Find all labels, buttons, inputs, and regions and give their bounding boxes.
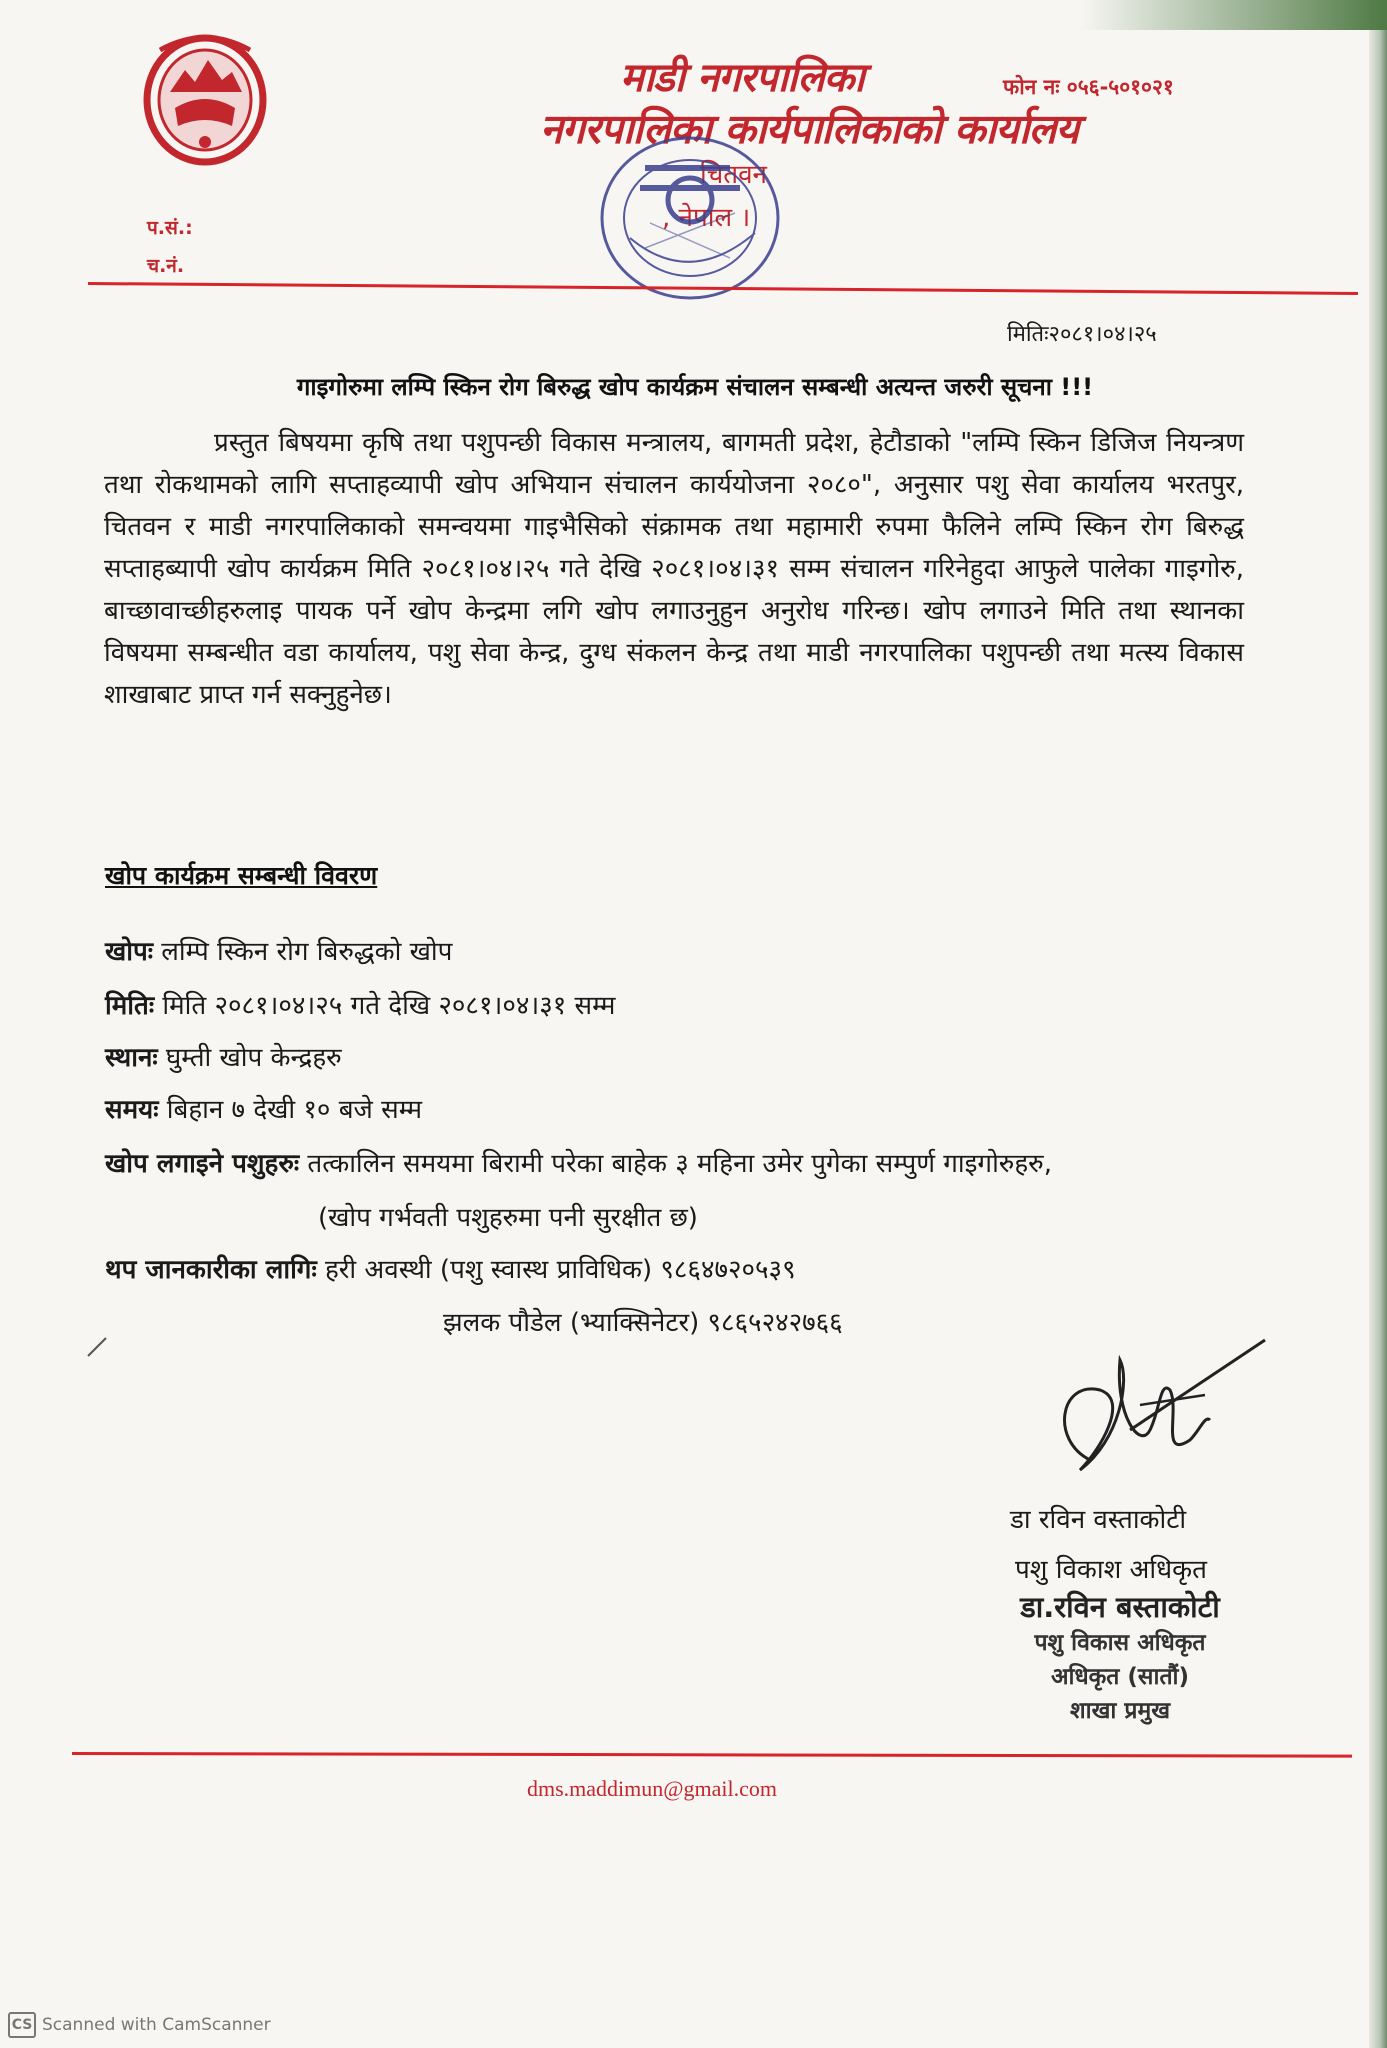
detail-animals-label: खोप लगाइने पशुहरुः: [105, 1149, 300, 1179]
nepal-emblem-icon: [140, 30, 270, 170]
scanner-watermark: [8, 2012, 271, 2038]
seal-rank: अधिकृत (सातौं): [1050, 1664, 1190, 1690]
detail-time-value: बिहान ७ देखी १० बजे सम्म: [158, 1095, 423, 1125]
signature-icon: [1030, 1320, 1270, 1490]
address-line-2: , नेपाल ।: [662, 203, 751, 233]
seal-title: पशु विकास अधिकृत: [1034, 1630, 1206, 1656]
seal-name: डा.रविन बस्ताकोटी: [1020, 1590, 1220, 1624]
letter-date: मितिः२०८१।०४।२५: [1007, 322, 1157, 347]
detail-place-label: स्थानः: [105, 1043, 158, 1073]
office-name: नगरपालिका कार्यपालिकाको कार्यालय: [540, 105, 1079, 153]
detail-contact-label: थप जानकारीका लागिः: [105, 1255, 317, 1285]
detail-vaccine-value: लम्पि स्किन रोग बिरुद्धको खोप: [153, 937, 453, 967]
scanner-text: Scanned with CamScanner: [42, 2015, 271, 2035]
details-heading: खोप कार्यक्रम सम्बन्धी विवरण: [105, 861, 378, 890]
detail-contact-1: हरी अवस्थी (पशु स्वास्थ प्राविधिक) ९८६४७२०५३९: [316, 1255, 796, 1285]
detail-place: [105, 1038, 342, 1074]
reference-number-label: प.सं.:: [147, 217, 193, 239]
office-stamp-icon: [590, 128, 790, 308]
signatory-name: डा रविन वस्ताकोटी: [1010, 1505, 1187, 1535]
detail-animals-note: (खोप गर्भवती पशुहरुमा पनी सुरक्षीत छ): [318, 1203, 698, 1233]
page-corner-shadow: [1080, 0, 1387, 30]
footer-email: dms.maddimun@gmail.com: [527, 1776, 778, 1801]
notice-subject: गाइगोरुमा लम्पि स्किन रोग बिरुद्ध खोप कार्यक्रम संचालन सम्बन्धी अत्यन्त जरुरी सूचना !!!: [296, 373, 1094, 401]
organization-name: माडी नगरपालिका: [620, 55, 864, 101]
detail-time-label: समयः: [105, 1095, 159, 1125]
camscanner-logo-icon: CS: [8, 2012, 36, 2038]
detail-vaccine: [105, 932, 452, 968]
detail-date: [105, 986, 615, 1022]
detail-time: [105, 1090, 422, 1126]
phone-number: फोन नः ०५६-५०१०२१: [1003, 75, 1174, 99]
detail-vaccine-label: खोपः: [105, 937, 154, 967]
notice-body: प्रस्तुत बिषयमा कृषि तथा पशुपन्छी विकास मन्त्रालय, बागमती प्रदेश, हेटौडाको "लम्पि स्किन डिजिज नियन्त्रण तथा रोकथामको लागि सप्ताहव्यापी खोप अभियान संचालन कार्ययोजना २०८०", अनुसार पशु सेवा कार्यालय भरतपुर, चितवन र माडी नगरपालिकाको समन्वयमा गाइभैसिको संक्रामक तथा महामारी रुपमा फैलिने लम्पि स्किन रोग बिरुद्ध सप्ताहब्यापी खोप कार्यक्रम मिति २०८१।०४।२५ गते देखि २०८१।०४।३१ सम्म संचालन गरिनेहुदा आफुले पालेका गाइगोरु, बाच्छावाच्छीहरुलाइ पायक पर्ने खोप केन्द्रमा लगि खोप लगाउनुहुन अनुरोध गरिन्छ। खोप लगाउने मिति तथा स्थानका विषयमा सम्बन्धीत वडा कार्यालय, पशु सेवा केन्द्र, दुग्ध संकलन केन्द्र तथा माडी नगरपालिका पशुपन्छी तथा मत्स्य विकास शाखाबाट प्राप्त गर्न सक्नुहुनेछ।: [104, 428, 1244, 710]
detail-animals: [105, 1144, 1052, 1180]
signatory-title: पशु विकाश अधिकृत: [1015, 1555, 1207, 1585]
pen-mark-icon: [84, 1330, 114, 1360]
detail-contact: [105, 1250, 796, 1286]
name-seal: [960, 1588, 1280, 1728]
detail-date-label: मितिः: [105, 991, 155, 1021]
detail-animals-value: तत्कालिन समयमा बिरामी परेका बाहेक ३ महिना उमेर पुगेका सम्पुर्ण गाइगोरुहरु,: [299, 1149, 1052, 1179]
dispatch-number-label: च.नं.: [147, 255, 185, 277]
seal-role: शाखा प्रमुख: [1069, 1698, 1171, 1724]
footer-divider: [72, 1752, 1352, 1758]
detail-place-value: घुम्ती खोप केन्द्रहरु: [157, 1043, 342, 1073]
detail-date-value: मिति २०८१।०४।२५ गते देखि २०८१।०४।३१ सम्म: [154, 991, 616, 1021]
detail-contact-2: झलक पौडेल (भ्याक्सिनेटर) ९८६५२४२७६६: [443, 1308, 843, 1338]
address-line-1: चितवन: [700, 160, 767, 190]
page-edge-shadow: [1369, 0, 1387, 2048]
